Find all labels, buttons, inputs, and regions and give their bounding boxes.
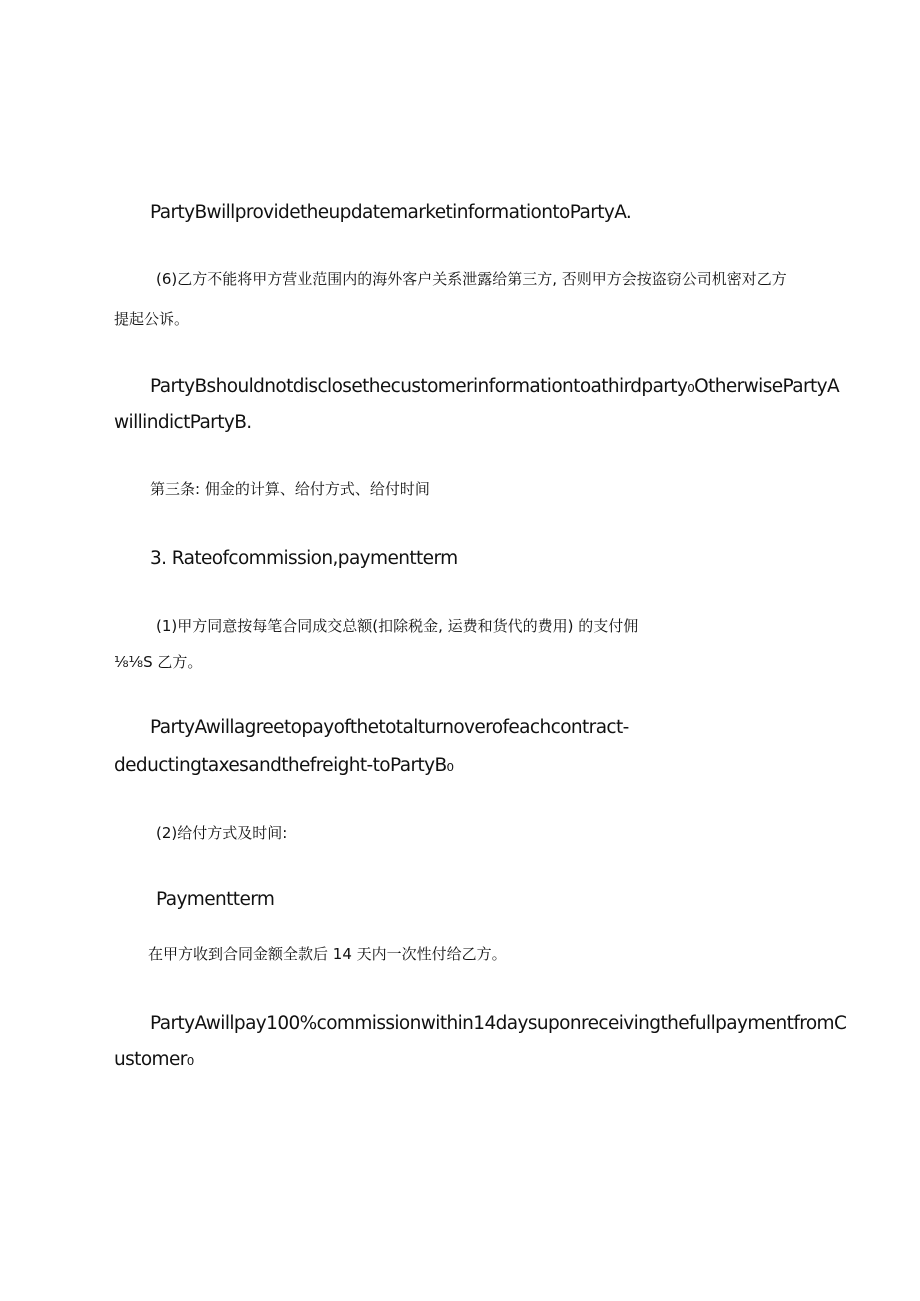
payment-term-chinese: 在甲方收到合同金额全款后 14 天内一次性付给乙方。	[148, 945, 507, 963]
payment-term-heading: Paymentterm	[156, 889, 275, 910]
clause-1-english-line2: deductingtaxesandthefreight-toPartyB₀	[114, 755, 454, 776]
clause-6-english-line1: PartyBshouldnotdisclosethecustomerinformationtoathirdparty₀OtherwisePartyA	[150, 376, 840, 397]
article-3-heading-english: 3. Rateofcommission,paymentterm	[150, 548, 458, 569]
payment-term-english-line1: PartyAwillpay100%commissionwithin14daysuponreceivingthefullpaymentfromC	[150, 1013, 847, 1034]
clause-6-chinese-line2: 提起公诉。	[114, 310, 190, 328]
clause-6-chinese-line1: (6)乙方不能将甲方营业范围内的海外客户关系泄露给第三方, 否则甲方会按盗窃公司机密对乙方	[156, 270, 787, 288]
clause-6-english-line2: willindictPartyB.	[114, 412, 252, 433]
paragraph-market-info: PartyBwillprovidetheupdatemarketinformationtoPartyA.	[150, 202, 632, 223]
clause-1-chinese-line1: (1)甲方同意按每笔合同成交总额(扣除税金, 运费和货代的费用) 的支付佣	[156, 617, 639, 635]
payment-term-english-line2: ustomer₀	[114, 1049, 194, 1070]
clause-1-english-line1: PartyAwillagreetopayofthetotalturnoverofeachcontract-	[150, 717, 629, 738]
article-3-heading-chinese: 第三条: 佣金的计算、给付方式、给付时间	[150, 480, 430, 498]
clause-2-chinese: (2)给付方式及时间:	[156, 824, 288, 842]
clause-1-chinese-line2: ⅛⅛S 乙方。	[114, 653, 203, 671]
